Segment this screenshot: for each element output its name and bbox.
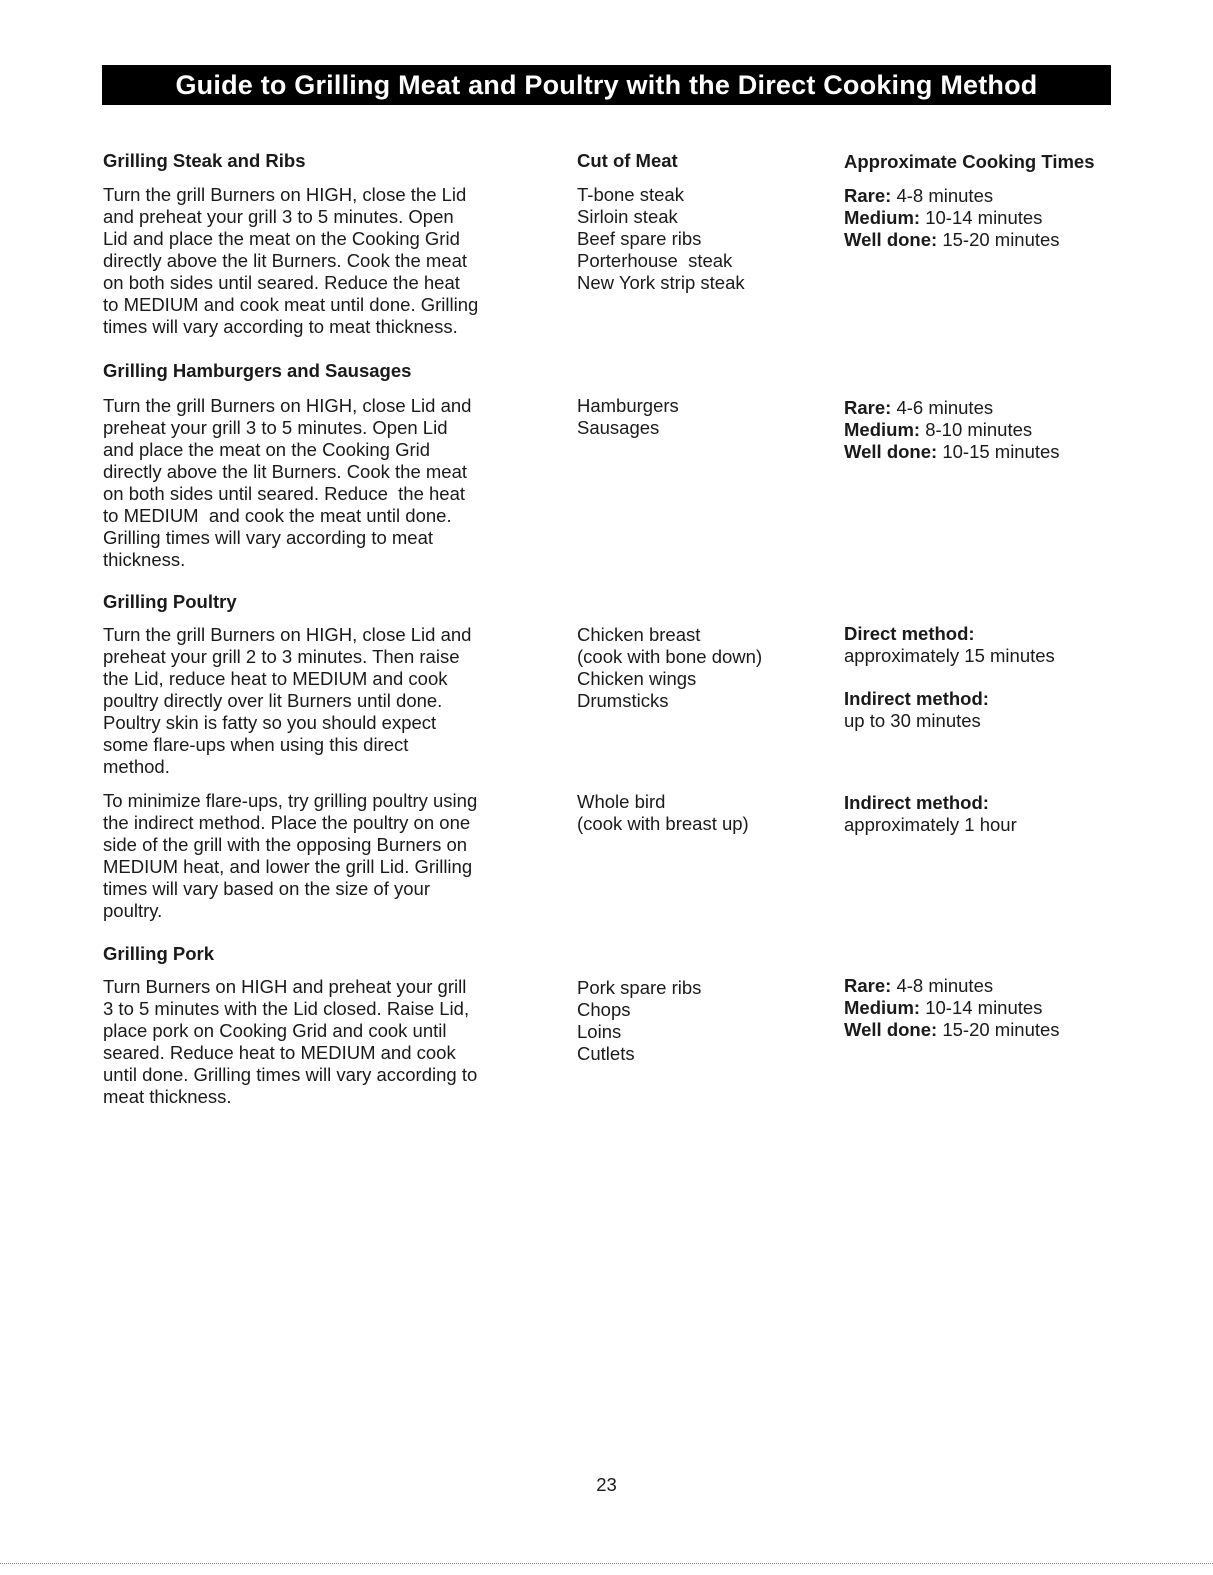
section-heading-pork: Grilling Pork xyxy=(103,943,215,964)
cut-item: Chicken wings xyxy=(577,668,697,689)
text-line: the Lid, reduce heat to MEDIUM and cook xyxy=(103,668,448,689)
text-line: Turn the grill Burners on HIGH, close Lid and xyxy=(103,624,472,645)
time-row xyxy=(844,419,1060,441)
indirect-method-label: Indirect method: xyxy=(844,792,989,813)
time-value: 15-20 minutes xyxy=(937,229,1060,250)
time-value: 4-8 minutes xyxy=(891,975,994,996)
column-header-times: Approximate Cooking Times xyxy=(844,151,1095,172)
time-row xyxy=(844,185,1060,207)
text-line: thickness. xyxy=(103,549,186,570)
column-header-cut: Cut of Meat xyxy=(577,150,678,171)
text-line: to MEDIUM and cook the meat until done. xyxy=(103,505,452,526)
time-label: Rare: xyxy=(844,185,892,206)
text-line: on both sides until seared. Reduce the heat xyxy=(103,483,466,504)
direct-method-label: Direct method: xyxy=(844,623,975,644)
section-heading-steak: Grilling Steak and Ribs xyxy=(103,150,306,171)
time-label: Rare: xyxy=(844,975,892,996)
time-value: 4-8 minutes xyxy=(891,185,994,206)
time-row xyxy=(844,397,1060,419)
time-row xyxy=(844,229,1060,251)
time-value: 4-6 minutes xyxy=(891,397,994,418)
text-line: to MEDIUM and cook meat until done. Grilling xyxy=(103,294,479,315)
cut-item: Porterhouse steak xyxy=(577,250,733,271)
direct-method-value: approximately 15 minutes xyxy=(844,645,1055,666)
cut-item: (cook with breast up) xyxy=(577,813,749,834)
cut-item: Loins xyxy=(577,1021,622,1042)
text-line: MEDIUM heat, and lower the grill Lid. Grilling xyxy=(103,856,473,877)
text-line: Poultry skin is fatty so you should expect xyxy=(103,712,437,733)
cut-item: T-bone steak xyxy=(577,184,684,205)
cut-item: (cook with bone down) xyxy=(577,646,763,667)
steak-description xyxy=(103,184,523,338)
time-value: 8-10 minutes xyxy=(920,419,1033,440)
cut-item: Drumsticks xyxy=(577,690,669,711)
cut-item: Hamburgers xyxy=(577,395,679,416)
indirect-method-value: up to 30 minutes xyxy=(844,710,981,731)
time-row xyxy=(844,997,1060,1019)
time-row xyxy=(844,207,1060,229)
text-line: preheat your grill 2 to 3 minutes. Then raise xyxy=(103,646,460,667)
text-line: Turn the grill Burners on HIGH, close Lid and xyxy=(103,395,472,416)
text-line: poultry directly over lit Burners until done. xyxy=(103,690,443,711)
cut-item: Beef spare ribs xyxy=(577,228,702,249)
text-line: meat thickness. xyxy=(103,1086,232,1107)
page-title: Guide to Grilling Meat and Poultry with the Direct Cooking Method xyxy=(102,65,1111,105)
text-line: times will vary according to meat thickness. xyxy=(103,316,458,337)
text-line: some flare-ups when using this direct xyxy=(103,734,409,755)
poultry-indirect-description xyxy=(103,790,523,922)
time-row xyxy=(844,975,1060,997)
cut-item: Sausages xyxy=(577,417,660,438)
time-label: Medium: xyxy=(844,207,921,228)
cut-item: Cutlets xyxy=(577,1043,635,1064)
time-value: 15-20 minutes xyxy=(937,1019,1060,1040)
text-line: on both sides until seared. Reduce the heat xyxy=(103,272,460,293)
poultry-cuts-list xyxy=(577,624,762,712)
pork-cuts-list xyxy=(577,977,701,1065)
cut-item: Chicken breast xyxy=(577,624,701,645)
text-line: directly above the lit Burners. Cook the meat xyxy=(103,250,468,271)
poultry-description xyxy=(103,624,523,778)
text-line: directly above the lit Burners. Cook the meat xyxy=(103,461,468,482)
text-line: place pork on Cooking Grid and cook until xyxy=(103,1020,447,1041)
whole-bird-cuts-list xyxy=(577,791,749,835)
time-label: Rare: xyxy=(844,397,892,418)
text-line: Lid and place the meat on the Cooking Grid xyxy=(103,228,460,249)
time-value: 10-15 minutes xyxy=(937,441,1060,462)
time-label: Well done: xyxy=(844,229,938,250)
text-line: preheat your grill 3 to 5 minutes. Open Lid xyxy=(103,417,448,438)
cut-item: New York strip steak xyxy=(577,272,745,293)
text-line: Turn Burners on HIGH and preheat your grill xyxy=(103,976,467,997)
pork-times xyxy=(844,975,1060,1041)
cut-item: Sirloin steak xyxy=(577,206,678,227)
text-line: 3 to 5 minutes with the Lid closed. Raise Lid, xyxy=(103,998,470,1019)
text-line: method. xyxy=(103,756,170,777)
section-heading-poultry: Grilling Poultry xyxy=(103,591,237,612)
cut-item: Whole bird xyxy=(577,791,666,812)
steak-cuts-list xyxy=(577,184,745,294)
time-value: 10-14 minutes xyxy=(920,207,1043,228)
text-line: Turn the grill Burners on HIGH, close the Lid xyxy=(103,184,467,205)
text-line: seared. Reduce heat to MEDIUM and cook xyxy=(103,1042,456,1063)
time-label: Medium: xyxy=(844,997,921,1018)
time-label: Well done: xyxy=(844,441,938,462)
section-heading-burgers: Grilling Hamburgers and Sausages xyxy=(103,360,412,381)
time-value: 10-14 minutes xyxy=(920,997,1043,1018)
text-line: and preheat your grill 3 to 5 minutes. Open xyxy=(103,206,454,227)
burgers-description xyxy=(103,395,523,571)
time-label: Medium: xyxy=(844,419,921,440)
scan-edge-divider xyxy=(0,1563,1213,1564)
cut-item: Pork spare ribs xyxy=(577,977,702,998)
text-line: Grilling times will vary according to meat xyxy=(103,527,434,548)
text-line: times will vary based on the size of your xyxy=(103,878,430,899)
indirect-method-label: Indirect method: xyxy=(844,688,989,709)
burgers-times xyxy=(844,397,1060,463)
text-line: side of the grill with the opposing Burners on xyxy=(103,834,468,855)
text-line: until done. Grilling times will vary according to xyxy=(103,1064,478,1085)
text-line: poultry. xyxy=(103,900,163,921)
page-number: 23 xyxy=(596,1474,617,1495)
text-line: To minimize flare-ups, try grilling poultry using xyxy=(103,790,478,811)
pork-description xyxy=(103,976,523,1108)
burgers-cuts-list xyxy=(577,395,679,439)
cut-item: Chops xyxy=(577,999,631,1020)
text-line: and place the meat on the Cooking Grid xyxy=(103,439,431,460)
time-row xyxy=(844,1019,1060,1041)
time-row xyxy=(844,441,1060,463)
steak-times xyxy=(844,185,1060,251)
text-line: the indirect method. Place the poultry on one xyxy=(103,812,471,833)
time-label: Well done: xyxy=(844,1019,938,1040)
indirect-method-value: approximately 1 hour xyxy=(844,814,1017,835)
